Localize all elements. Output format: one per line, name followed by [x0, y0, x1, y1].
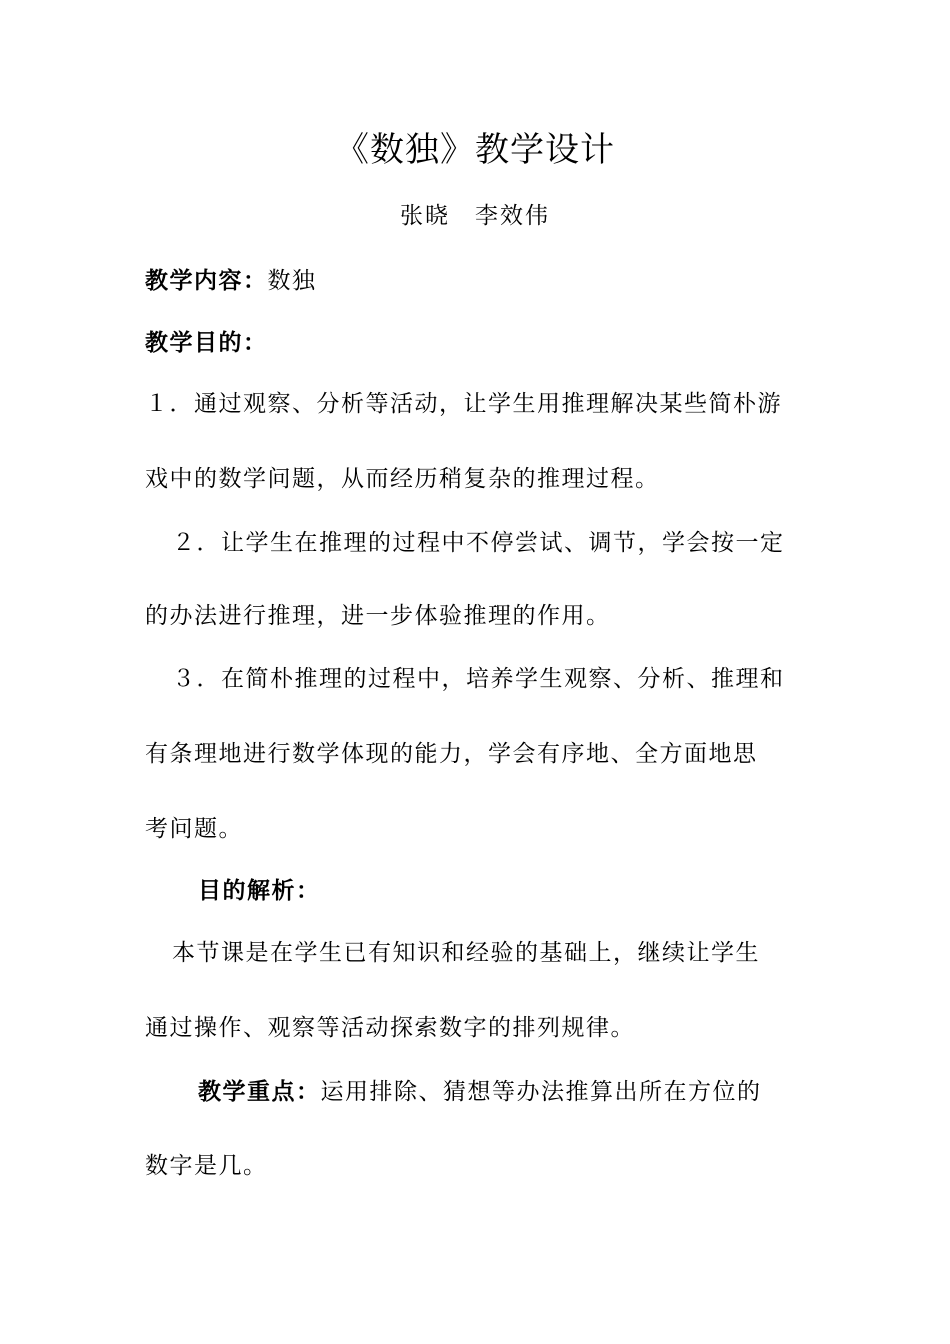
goal-1-line-2: 戏中的数学问题，从而经历稍复杂的推理过程。 [145, 466, 660, 492]
goal-analysis-line-1: 本节课是在学生已有知识和经验的基础上，继续让学生 [172, 940, 760, 966]
goal-analysis-label: 目的解析： [198, 878, 321, 904]
teaching-content-value: 数独 [267, 268, 317, 294]
goal-3-line-3: 考问题。 [145, 816, 243, 842]
goal-2-line-1: ２．让学生在推理的过程中不停尝试、调节，学会按一定 [172, 530, 785, 556]
key-point-line-1: 运用排除、猜想等办法推算出所在方位的 [320, 1079, 762, 1105]
goal-analysis-line-2: 通过操作、观察等活动探索数字的排列规律。 [145, 1015, 635, 1041]
goal-1-line-1: １．通过观察、分析等活动，让学生用推理解决某些简朴游 [145, 391, 782, 417]
teaching-content-label: 教学内容： [145, 268, 268, 294]
key-point-row [198, 1076, 762, 1108]
document-title: 《数独》教学设计 [335, 130, 615, 170]
goal-3-line-2: 有条理地进行数学体现的能力，学会有序地、全方面地思 [145, 741, 758, 767]
goal-2-line-2: 的办法进行推理，进一步体验推理的作用。 [145, 603, 611, 629]
key-point-label: 教学重点： [198, 1079, 321, 1105]
key-point-line-2: 数字是几。 [145, 1153, 268, 1179]
teaching-goals-label: 教学目的： [145, 330, 268, 356]
teaching-content-row [145, 265, 317, 297]
document-authors: 张晓 李效伟 [400, 203, 550, 229]
goal-3-line-1: ３．在简朴推理的过程中，培养学生观察、分析、推理和 [172, 666, 785, 692]
